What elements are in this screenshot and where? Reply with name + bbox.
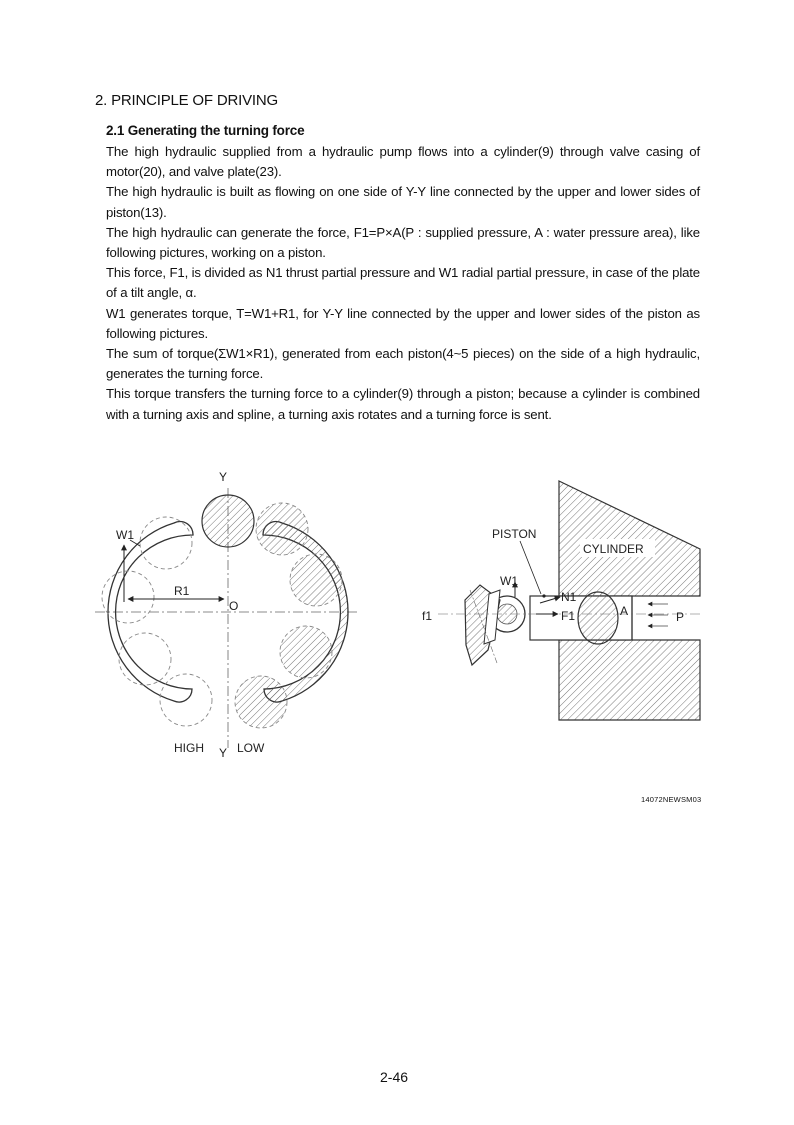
- label-n1: N1: [561, 590, 577, 604]
- label-p: P: [676, 610, 685, 624]
- piston-high-2: [102, 571, 154, 623]
- principle-diagram: [0, 440, 794, 800]
- force-point: [542, 594, 545, 597]
- label-r1: R1: [174, 584, 190, 598]
- label-f1-upper: F1: [561, 609, 576, 623]
- piston-cylinder-figure: [422, 481, 700, 720]
- label-cylinder: CYLINDER: [583, 542, 644, 556]
- page-number: 2-46: [380, 1069, 409, 1085]
- cylinder-block-upper: [559, 481, 700, 596]
- label-w1: W1: [500, 574, 518, 588]
- piston-top: [202, 495, 254, 547]
- paragraph: The high hydraulic is built as flowing on one side of Y-Y line connected by the upper and lower sides of piston(13).: [106, 184, 700, 220]
- body-text: [106, 142, 700, 425]
- paragraph: The high hydraulic can generate the force, F1=P×A(P : supplied pressure, A : water pressure area), like following pictures, working on a piston.: [106, 224, 700, 261]
- label-f1-lower: f1: [422, 609, 433, 623]
- pressure-area: [578, 592, 618, 644]
- label-piston: PISTON: [492, 527, 537, 541]
- paragraph: The sum of torque(ΣW1×R1), generated from each piston(4~5 pieces) on the side of a high hydraulic, generates the turning force.: [106, 346, 700, 382]
- section-title: 2. PRINCIPLE OF DRIVING: [95, 92, 278, 109]
- drawing-code: 14072NEWSM03: [641, 795, 702, 804]
- paragraph: The high hydraulic supplied from a hydraulic pump flows into a cylinder(9) through valve casing of motor(20), and valve plate(23).: [106, 144, 700, 180]
- piston-ring-figure: [95, 470, 360, 760]
- label-y-top: Y: [219, 470, 228, 484]
- piston-leader: [520, 541, 541, 594]
- piston-low-1: [256, 503, 308, 555]
- paragraph: W1 generates torque, T=W1+R1, for Y-Y line connected by the upper and lower sides of the piston as following pictures.: [106, 305, 700, 341]
- piston-high-3: [119, 633, 171, 685]
- label-o: O: [229, 599, 239, 613]
- paragraph: This torque transfers the turning force to a cylinder(9) through a piston; because a cylinder is combined with a turning axis and spline, a turning axis rotates and a turning force is sent.: [106, 386, 700, 422]
- piston-high-1: [140, 517, 192, 569]
- subsection-title: 2.1 Generating the turning force: [106, 123, 305, 138]
- label-a: A: [620, 604, 629, 618]
- cylinder-block-lower: [559, 640, 700, 720]
- piston-low-4: [235, 676, 287, 728]
- paragraph: This force, F1, is divided as N1 thrust partial pressure and W1 radial partial pressure, in case of the plate of a tilt angle, α.: [106, 265, 700, 301]
- piston-low-2: [290, 554, 342, 606]
- label-high: HIGH: [174, 741, 204, 755]
- piston-low-3: [280, 626, 332, 678]
- label-w1: W1: [116, 528, 134, 542]
- label-low: LOW: [237, 741, 265, 755]
- label-y-bottom: Y: [219, 746, 228, 760]
